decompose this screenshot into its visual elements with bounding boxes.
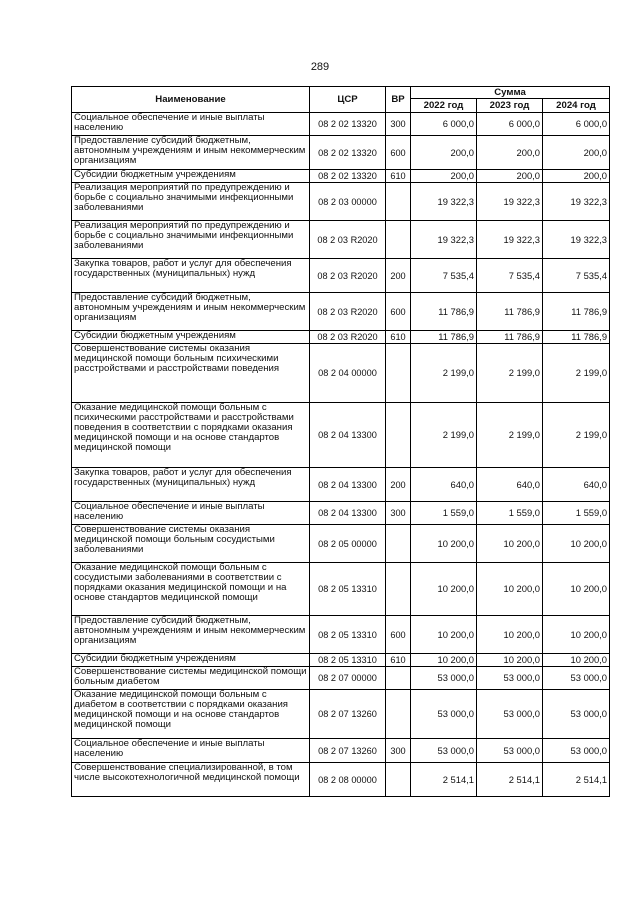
table-row <box>72 344 610 403</box>
row-sum-2024: 640,0 <box>543 468 610 502</box>
row-vr <box>386 221 411 259</box>
row-sum-2022: 11 786,9 <box>411 331 477 344</box>
row-sum-2023: 53 000,0 <box>477 667 543 690</box>
row-sum-2022: 2 514,1 <box>411 763 477 797</box>
row-sum-2022: 11 786,9 <box>411 293 477 331</box>
row-csr: 08 2 04 13300 <box>310 502 386 525</box>
row-name: Социальное обеспечение и иные выплаты населению <box>72 502 310 525</box>
row-csr: 08 2 04 13300 <box>310 468 386 502</box>
row-sum-2024: 19 322,3 <box>543 183 610 221</box>
row-sum-2023: 11 786,9 <box>477 293 543 331</box>
header-csr: ЦСР <box>310 87 386 113</box>
table-row <box>72 259 610 293</box>
row-name: Оказание медицинской помощи больным с сосудистыми заболеваниями в соответствии с порядками оказания медицинской помощи и на основе стандартов медицинской помощи <box>72 563 310 616</box>
row-name: Реализация мероприятий по предупреждению и борьбе с социально значимыми инфекционными заболеваниями <box>72 183 310 221</box>
row-name: Субсидии бюджетным учреждениям <box>72 170 310 183</box>
row-sum-2022: 2 199,0 <box>411 403 477 468</box>
row-sum-2024: 53 000,0 <box>543 690 610 739</box>
row-csr: 08 2 05 13310 <box>310 654 386 667</box>
row-sum-2024: 200,0 <box>543 170 610 183</box>
row-name: Совершенствование системы оказания медицинской помощи больным сосудистыми заболеваниями <box>72 525 310 563</box>
row-sum-2022: 6 000,0 <box>411 113 477 136</box>
row-vr <box>386 403 411 468</box>
header-year-2024: 2024 год <box>543 99 610 113</box>
header-year-2022: 2022 год <box>411 99 477 113</box>
row-name: Субсидии бюджетным учреждениям <box>72 331 310 344</box>
table-row <box>72 221 610 259</box>
row-sum-2023: 2 514,1 <box>477 763 543 797</box>
row-sum-2023: 19 322,3 <box>477 221 543 259</box>
row-vr: 600 <box>386 293 411 331</box>
row-csr: 08 2 04 13300 <box>310 403 386 468</box>
row-vr <box>386 563 411 616</box>
row-vr <box>386 525 411 563</box>
row-sum-2023: 1 559,0 <box>477 502 543 525</box>
row-csr: 08 2 05 00000 <box>310 525 386 563</box>
row-sum-2023: 11 786,9 <box>477 331 543 344</box>
row-csr: 08 2 04 00000 <box>310 344 386 403</box>
table-row <box>72 468 610 502</box>
row-sum-2024: 19 322,3 <box>543 221 610 259</box>
table-row <box>72 739 610 763</box>
row-sum-2023: 53 000,0 <box>477 739 543 763</box>
row-sum-2024: 2 199,0 <box>543 403 610 468</box>
row-vr <box>386 690 411 739</box>
row-csr: 08 2 07 13260 <box>310 690 386 739</box>
row-csr: 08 2 03 R2020 <box>310 331 386 344</box>
table-row <box>72 183 610 221</box>
row-sum-2022: 10 200,0 <box>411 616 477 654</box>
row-csr: 08 2 03 R2020 <box>310 221 386 259</box>
table-row <box>72 170 610 183</box>
row-name: Закупка товаров, работ и услуг для обеспечения государственных (муниципальных) нужд <box>72 259 310 293</box>
row-sum-2023: 10 200,0 <box>477 563 543 616</box>
row-name: Закупка товаров, работ и услуг для обеспечения государственных (муниципальных) нужд <box>72 468 310 502</box>
row-vr: 200 <box>386 468 411 502</box>
header-vr: ВР <box>386 87 411 113</box>
table-row <box>72 667 610 690</box>
row-sum-2024: 1 559,0 <box>543 502 610 525</box>
row-sum-2024: 11 786,9 <box>543 293 610 331</box>
row-sum-2023: 7 535,4 <box>477 259 543 293</box>
row-sum-2023: 640,0 <box>477 468 543 502</box>
header-name: Наименование <box>72 87 310 113</box>
row-vr: 610 <box>386 170 411 183</box>
row-sum-2022: 19 322,3 <box>411 221 477 259</box>
table-row <box>72 563 610 616</box>
header-year-2023: 2023 год <box>477 99 543 113</box>
row-sum-2023: 10 200,0 <box>477 525 543 563</box>
row-csr: 08 2 03 R2020 <box>310 293 386 331</box>
table-row <box>72 763 610 797</box>
row-csr: 08 2 05 13310 <box>310 563 386 616</box>
row-sum-2023: 200,0 <box>477 136 543 170</box>
row-sum-2024: 6 000,0 <box>543 113 610 136</box>
page-number: 289 <box>310 61 330 73</box>
row-sum-2022: 53 000,0 <box>411 667 477 690</box>
row-vr <box>386 667 411 690</box>
table-row <box>72 690 610 739</box>
row-sum-2023: 19 322,3 <box>477 183 543 221</box>
row-name: Предоставление субсидий бюджетным, автономным учреждениям и иным некоммерческим организациям <box>72 293 310 331</box>
row-csr: 08 2 03 R2020 <box>310 259 386 293</box>
row-sum-2022: 1 559,0 <box>411 502 477 525</box>
row-csr: 08 2 05 13310 <box>310 616 386 654</box>
row-vr: 610 <box>386 654 411 667</box>
row-name: Социальное обеспечение и иные выплаты населению <box>72 113 310 136</box>
row-sum-2022: 7 535,4 <box>411 259 477 293</box>
row-name: Предоставление субсидий бюджетным, автономным учреждениям и иным некоммерческим организациям <box>72 616 310 654</box>
row-sum-2022: 2 199,0 <box>411 344 477 403</box>
row-name: Совершенствование специализированной, в том числе высокотехнологичной медицинской помощи <box>72 763 310 797</box>
row-sum-2024: 10 200,0 <box>543 563 610 616</box>
row-sum-2022: 10 200,0 <box>411 563 477 616</box>
row-sum-2024: 10 200,0 <box>543 654 610 667</box>
row-sum-2023: 10 200,0 <box>477 654 543 667</box>
row-name: Социальное обеспечение и иные выплаты населению <box>72 739 310 763</box>
row-csr: 08 2 02 13320 <box>310 170 386 183</box>
row-sum-2024: 53 000,0 <box>543 739 610 763</box>
row-sum-2024: 2 514,1 <box>543 763 610 797</box>
row-sum-2022: 10 200,0 <box>411 525 477 563</box>
row-name: Оказание медицинской помощи больным с диабетом в соответствии с порядками оказания медицинской помощи и на основе стандартов медицинской помощи <box>72 690 310 739</box>
header-sum: Сумма <box>411 87 610 99</box>
row-sum-2023: 2 199,0 <box>477 403 543 468</box>
row-sum-2022: 640,0 <box>411 468 477 502</box>
row-sum-2024: 11 786,9 <box>543 331 610 344</box>
table-row <box>72 616 610 654</box>
row-sum-2023: 10 200,0 <box>477 616 543 654</box>
row-sum-2023: 6 000,0 <box>477 113 543 136</box>
row-sum-2022: 200,0 <box>411 170 477 183</box>
row-name: Реализация мероприятий по предупреждению и борьбе с социально значимыми инфекционными заболеваниями <box>72 221 310 259</box>
row-vr <box>386 183 411 221</box>
row-name: Совершенствование системы оказания медицинской помощи больным психическими расстройствами и расстройствами поведения <box>72 344 310 403</box>
row-csr: 08 2 08 00000 <box>310 763 386 797</box>
row-vr: 610 <box>386 331 411 344</box>
row-sum-2024: 10 200,0 <box>543 616 610 654</box>
row-sum-2022: 53 000,0 <box>411 690 477 739</box>
budget-table <box>71 86 610 797</box>
row-sum-2023: 2 199,0 <box>477 344 543 403</box>
row-sum-2022: 10 200,0 <box>411 654 477 667</box>
row-csr: 08 2 02 13320 <box>310 136 386 170</box>
row-vr: 300 <box>386 502 411 525</box>
row-sum-2024: 10 200,0 <box>543 525 610 563</box>
row-vr: 200 <box>386 259 411 293</box>
row-sum-2023: 200,0 <box>477 170 543 183</box>
row-sum-2024: 200,0 <box>543 136 610 170</box>
row-sum-2022: 19 322,3 <box>411 183 477 221</box>
table-row <box>72 525 610 563</box>
row-vr: 300 <box>386 113 411 136</box>
row-name: Предоставление субсидий бюджетным, автономным учреждениям и иным некоммерческим организациям <box>72 136 310 170</box>
row-sum-2024: 2 199,0 <box>543 344 610 403</box>
row-name: Совершенствование системы медицинской помощи больным диабетом <box>72 667 310 690</box>
row-vr: 300 <box>386 739 411 763</box>
row-sum-2023: 53 000,0 <box>477 690 543 739</box>
row-csr: 08 2 07 00000 <box>310 667 386 690</box>
row-sum-2022: 200,0 <box>411 136 477 170</box>
row-csr: 08 2 02 13320 <box>310 113 386 136</box>
table-row <box>72 502 610 525</box>
row-csr: 08 2 03 00000 <box>310 183 386 221</box>
table-row <box>72 331 610 344</box>
table-row <box>72 403 610 468</box>
row-name: Субсидии бюджетным учреждениям <box>72 654 310 667</box>
row-name: Оказание медицинской помощи больным с психическими расстройствами и расстройствами поведения в соответствии с порядками оказания медицинской помощи и на основе стандартов медицинской помощи <box>72 403 310 468</box>
row-vr <box>386 344 411 403</box>
table-row <box>72 113 610 136</box>
row-vr <box>386 763 411 797</box>
row-sum-2022: 53 000,0 <box>411 739 477 763</box>
table-row <box>72 654 610 667</box>
row-vr: 600 <box>386 616 411 654</box>
row-sum-2024: 7 535,4 <box>543 259 610 293</box>
row-csr: 08 2 07 13260 <box>310 739 386 763</box>
row-vr: 600 <box>386 136 411 170</box>
table-row <box>72 136 610 170</box>
table-row <box>72 293 610 331</box>
row-sum-2024: 53 000,0 <box>543 667 610 690</box>
